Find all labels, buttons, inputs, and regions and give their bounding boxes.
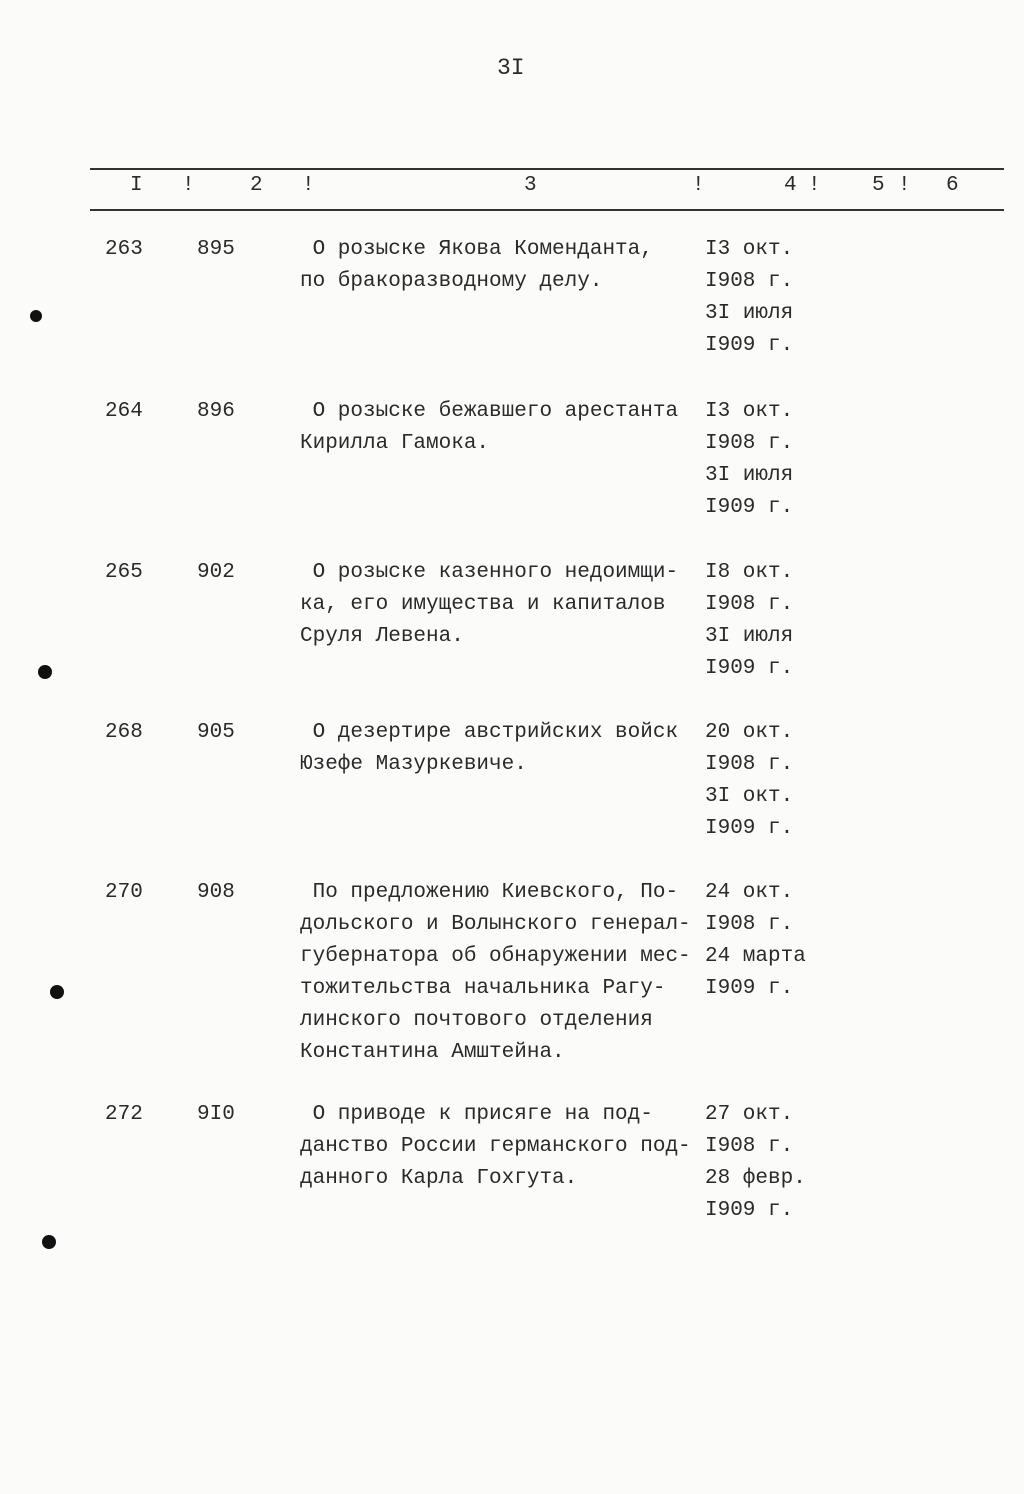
punch-hole-mark xyxy=(42,1235,56,1249)
file-number-line: 896 xyxy=(197,400,235,423)
file-number xyxy=(197,557,235,589)
file-title xyxy=(300,877,691,1069)
file-title-line: дольского и Волынского генерал- xyxy=(300,913,691,936)
row-number xyxy=(105,877,143,909)
file-dates-line: I3 окт. xyxy=(705,400,794,423)
row-number xyxy=(105,1099,143,1131)
file-number xyxy=(197,717,235,749)
file-number-line: 902 xyxy=(197,561,235,584)
file-number xyxy=(197,234,235,266)
file-dates-line: I908 г. xyxy=(705,1135,794,1158)
file-title-line: О розыске Якова Коменданта, xyxy=(300,238,653,261)
file-title-line: ка, его имущества и капиталов xyxy=(300,593,666,616)
header-top-rule xyxy=(90,168,1004,170)
file-title-line: Сруля Левена. xyxy=(300,625,464,648)
file-number-line: 905 xyxy=(197,721,235,744)
file-dates xyxy=(705,557,793,685)
col-header-5: 5 xyxy=(872,174,885,197)
file-dates-line: 27 окт. xyxy=(705,1103,794,1126)
col-separator: ! xyxy=(898,174,911,197)
file-dates-line: 28 февр. xyxy=(705,1167,806,1190)
file-dates-line: I909 г. xyxy=(705,496,794,519)
file-dates xyxy=(705,877,806,1005)
row-number-line: 265 xyxy=(105,561,143,584)
file-dates-line: 3I июля xyxy=(705,625,794,648)
punch-hole-mark xyxy=(30,310,42,322)
file-title-line: линского почтового отделения xyxy=(300,1009,653,1032)
col-header-4: 4 xyxy=(784,174,797,197)
row-number xyxy=(105,396,143,428)
page-number: 3I xyxy=(497,55,525,81)
file-title-line: Кирилла Гамока. xyxy=(300,432,490,455)
file-dates-line: I909 г. xyxy=(705,817,794,840)
file-title-line: губернатора об обнаружении мес- xyxy=(300,945,691,968)
punch-hole-mark xyxy=(38,665,52,679)
file-title-line: данного Карла Гохгута. xyxy=(300,1167,578,1190)
file-title-line: Юзефе Мазуркевиче. xyxy=(300,753,527,776)
row-number-line: 264 xyxy=(105,400,143,423)
file-title-line: О дезертире австрийских войск xyxy=(300,721,679,744)
file-title-line: По предложению Киевского, По- xyxy=(300,881,679,904)
punch-hole-mark xyxy=(50,985,64,999)
file-dates-line: 20 окт. xyxy=(705,721,794,744)
file-dates-line: I908 г. xyxy=(705,913,794,936)
row-number-line: 268 xyxy=(105,721,143,744)
col-header-2: 2 xyxy=(250,174,263,197)
file-number xyxy=(197,1099,235,1131)
file-dates-line: I908 г. xyxy=(705,270,794,293)
file-title xyxy=(300,557,678,653)
file-dates-line: 3I окт. xyxy=(705,785,794,808)
file-dates-line: 24 марта xyxy=(705,945,806,968)
file-title-line: О розыске казенного недоимщи- xyxy=(300,561,679,584)
file-title xyxy=(300,234,653,298)
file-title xyxy=(300,717,678,781)
col-header-1: I xyxy=(130,174,143,197)
row-number xyxy=(105,557,143,589)
col-header-3: 3 xyxy=(524,174,537,197)
file-dates xyxy=(705,234,793,362)
file-number xyxy=(197,877,235,909)
row-number-line: 263 xyxy=(105,238,143,261)
file-dates-line: I908 г. xyxy=(705,753,794,776)
file-dates-line: 3I июля xyxy=(705,302,794,325)
file-number-line: 908 xyxy=(197,881,235,904)
row-number xyxy=(105,234,143,266)
file-dates-line: I909 г. xyxy=(705,977,794,1000)
row-number-line: 270 xyxy=(105,881,143,904)
file-title-line: по бракоразводному делу. xyxy=(300,270,603,293)
file-dates-line: I909 г. xyxy=(705,1199,794,1222)
file-title-line: данство России германского под- xyxy=(300,1135,691,1158)
file-number-line: 895 xyxy=(197,238,235,261)
row-number-line: 272 xyxy=(105,1103,143,1126)
header-bottom-rule xyxy=(90,209,1004,211)
file-dates-line: 24 окт. xyxy=(705,881,794,904)
file-dates-line: I3 окт. xyxy=(705,238,794,261)
file-title-line: О приводе к присяге на под- xyxy=(300,1103,653,1126)
file-dates-line: 3I июля xyxy=(705,464,794,487)
file-number xyxy=(197,396,235,428)
file-dates-line: I909 г. xyxy=(705,334,794,357)
file-title xyxy=(300,1099,691,1195)
file-dates-line: I908 г. xyxy=(705,432,794,455)
col-header-6: 6 xyxy=(946,174,959,197)
file-dates xyxy=(705,1099,806,1227)
col-separator: ! xyxy=(302,174,315,197)
file-title-line: О розыске бежавшего арестанта xyxy=(300,400,679,423)
col-separator: ! xyxy=(692,174,705,197)
file-dates-line: I909 г. xyxy=(705,657,794,680)
file-title-line: тожительства начальника Рагу- xyxy=(300,977,666,1000)
file-dates xyxy=(705,717,793,845)
file-title xyxy=(300,396,678,460)
col-separator: ! xyxy=(182,174,195,197)
file-number-line: 9I0 xyxy=(197,1103,235,1126)
file-dates xyxy=(705,396,793,524)
file-dates-line: I908 г. xyxy=(705,593,794,616)
row-number xyxy=(105,717,143,749)
col-separator: ! xyxy=(808,174,821,197)
file-title-line: Константина Амштейна. xyxy=(300,1041,565,1064)
file-dates-line: I8 окт. xyxy=(705,561,794,584)
